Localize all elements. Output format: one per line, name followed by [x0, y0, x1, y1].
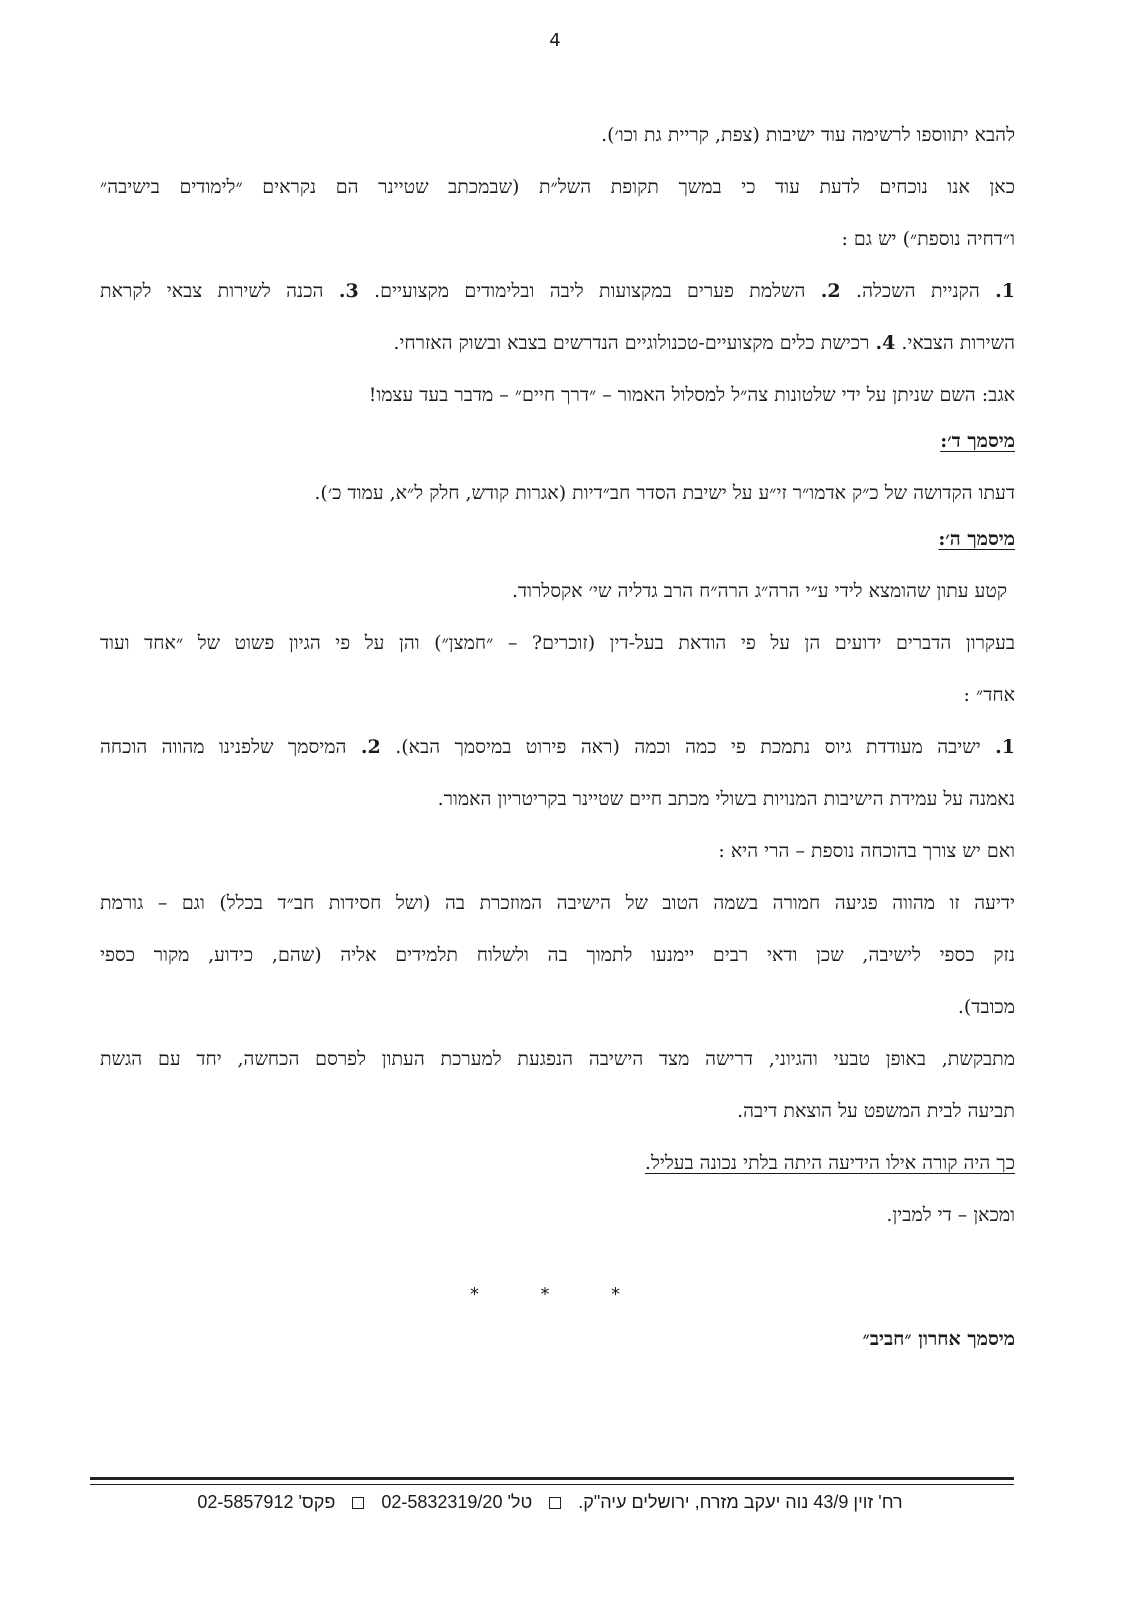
- list-item-text: ישיבה מעודדת גיוס נתמכת פי כמה וכמה (ראה פירוט במיסמך הבא).: [395, 736, 981, 758]
- paragraph-document-h: קטע עתון שהומצא לידי ע״י הרה״ג הרה״ח הרב גדליה שי׳ אקסלרוד.: [511, 580, 1007, 602]
- footer-phone: טל' 02-5832319/20: [381, 1492, 533, 1512]
- paragraph-additional-yeshivot: להבא יתווספו לרשימה עוד ישיבות (צפת, קריית גת וכו׳).: [601, 124, 1015, 146]
- heading-last-document: מיסמך אחרון ״חביב״: [862, 1328, 1015, 1350]
- underlined-text: כך היה קורה אילו הידיעה היתה בלתי נכונה בעליל.: [644, 1152, 1015, 1174]
- list-item-text: הקניית השכלה.: [856, 280, 980, 302]
- paragraph-shelet-line-2: ו״דחיה נוספת״) יש גם :: [841, 228, 1015, 250]
- list-1-line-1: [100, 278, 1015, 304]
- list-2-line-1: [100, 734, 1015, 760]
- square-bullet-icon: [549, 1497, 561, 1509]
- heading-text: מיסמך ד׳:: [940, 430, 1015, 452]
- heading-document-h: [100, 526, 1015, 552]
- paragraph-demand-line-1: מתבקשת, באופן טבעי והגיוני, דרישה מצד הישיבה הנפגעת למערכת העתון לפרסם הכחשה, יחד עם הגשת: [100, 1048, 1015, 1070]
- list-item-text: המיסמך שלפנינו מהווה הוכחה: [100, 736, 347, 758]
- section-separator: [470, 1284, 620, 1305]
- paragraph-conclusion-underlined: [100, 1150, 1015, 1176]
- letterhead-footer: [150, 1492, 950, 1513]
- heading-text: מיסמך ה׳:: [938, 528, 1015, 550]
- list-2-line-2: נאמנה על עמידת הישיבות המנויות בשולי מכתב חיים שטיינר בקריטריון האמור.: [437, 788, 1015, 810]
- paragraph-principle-line-1: בעקרון הדברים ידועים הן על פי הודאת בעל-דין (זוכרים? – ״חמצן״) והן על פי הגיון פשוט של ״אחד ועוד: [100, 632, 1015, 654]
- paragraph-demand-line-2: תביעה לבית המשפט על הוצאת דיבה.: [737, 1100, 1015, 1122]
- list-number: 1.: [995, 280, 1015, 302]
- separator-star: *: [540, 1284, 550, 1305]
- paragraph-agav: אגב: השם שניתן על ידי שלטונות צה״ל למסלול האמור – ״דרך חיים״ – מדבר בעד עצמו!: [368, 384, 1015, 406]
- paragraph-final-remark: ומכאן – די למבין.: [886, 1204, 1015, 1226]
- footer-fax: פקס' 02-5857912: [197, 1492, 336, 1512]
- page-number: 4: [549, 30, 561, 51]
- list-1-line-2: [100, 330, 1015, 356]
- list-item-text: רכישת כלים מקצועיים-טכנולוגיים הנדרשים בצבא ובשוק האזרחי.: [393, 332, 870, 354]
- heading-document-d: [100, 428, 1015, 454]
- separator-star: *: [470, 1284, 479, 1305]
- footer-rule-thick: [90, 1477, 1014, 1480]
- list-item-text: השירות הצבאי.: [901, 332, 1015, 354]
- footer-rule-thin: [90, 1484, 1014, 1485]
- paragraph-shelet-line-1: כאן אנו נוכחים לדעת עוד כי במשך תקופת השל״ת (שבמכתב שטיינר הם נקראים ״לימודים בישיבה״: [100, 176, 1015, 198]
- list-number: 1.: [995, 736, 1015, 758]
- paragraph-document-d: דעתו הקדושה של כ״ק אדמו״ר זי״ע על ישיבת הסדר חב״דיות (אגרות קודש, חלק ל״א, עמוד כ׳).: [314, 482, 1015, 504]
- list-number: 2.: [360, 736, 381, 758]
- paragraph-report-line-1: ידיעה זו מהווה פגיעה חמורה בשמה הטוב של הישיבה המוזכרת בה (ושל חסידות חב״ד בכלל) וגם – גורמת: [100, 892, 1015, 914]
- paragraph-principle-line-2: אחד״ :: [963, 684, 1015, 706]
- paragraph-additional-proof: ואם יש צורך בהוכחה נוספת – הרי היא :: [718, 840, 1015, 862]
- paragraph-report-line-2: נזק כספי לישיבה, שכן ודאי רבים יימנעו לתמוך בה ולשלוח תלמידים אליה (שהם, כידוע, מקור כספי: [100, 944, 1015, 966]
- footer-address: רח' זוין 43/9 נוה יעקב מזרח, ירושלים עיה"ק.: [578, 1492, 903, 1512]
- list-number: 3.: [338, 280, 359, 302]
- square-bullet-icon: [352, 1497, 364, 1509]
- separator-star: *: [611, 1284, 620, 1305]
- list-item-text: השלמת פערים במקצועות ליבה ובלימודים מקצועיים.: [374, 280, 806, 302]
- list-number: 4.: [875, 332, 896, 354]
- list-number: 2.: [820, 280, 841, 302]
- paragraph-report-line-3: מכובד).: [957, 996, 1015, 1018]
- document-body: [100, 122, 1015, 1228]
- last-document-heading-wrap: [100, 1326, 1015, 1352]
- list-item-text: הכנה לשירות צבאי לקראת: [100, 280, 324, 302]
